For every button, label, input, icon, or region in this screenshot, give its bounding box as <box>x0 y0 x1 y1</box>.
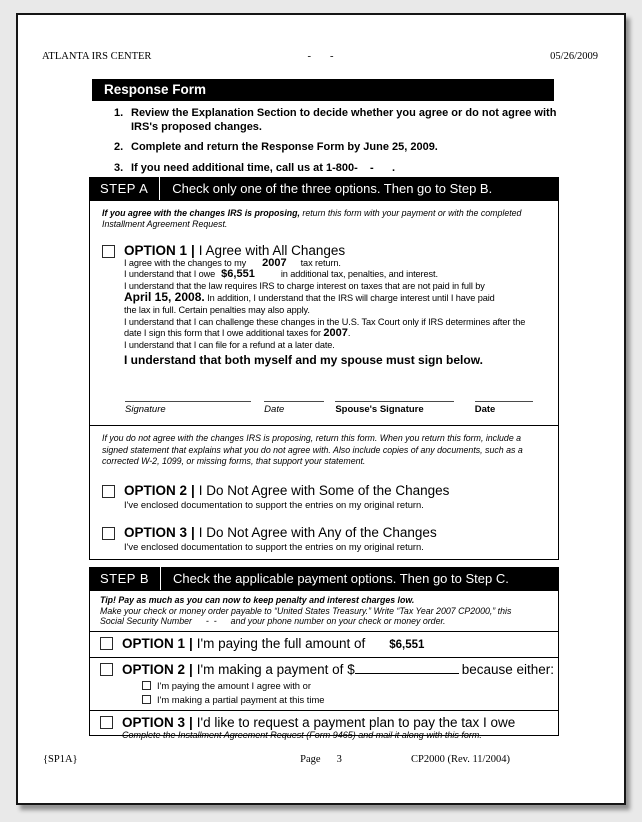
option1-line7 <box>124 328 546 340</box>
payment-option1-title: OPTION 1 <box>122 635 186 651</box>
step-b-label: STEP B <box>100 571 150 586</box>
partial-payment-label: I'm making a partial payment at this time <box>157 693 325 705</box>
footer-page <box>18 754 624 765</box>
spouse-date-field <box>475 400 533 415</box>
agree-intro-bold: If you agree with the changes IRS is proposing, <box>102 208 300 218</box>
step-a-option-3 <box>102 525 546 552</box>
response-form-title-bar <box>92 79 554 101</box>
spouse-date-label: Date <box>474 404 496 416</box>
payment-option1-text: I'm paying the full amount of <box>196 635 366 651</box>
option3-body <box>124 525 546 552</box>
option1-line4 <box>124 292 546 305</box>
page-label: Page <box>300 754 321 765</box>
option3-subtitle: I Do Not Agree with Any of the Changes <box>198 524 437 540</box>
signature-label: Signature <box>125 404 166 416</box>
payment-option3-text: I'd like to request a payment plan to pay the tax I owe <box>196 714 516 730</box>
tax-year-value: 2007 <box>262 256 287 269</box>
payment-option2-heading <box>122 661 555 677</box>
document-page <box>16 13 626 805</box>
payment-option3-heading <box>122 715 548 730</box>
notice-date: 05/26/2009 <box>550 51 598 62</box>
agree-intro-rest: return this form with your payment or with the completed Installment Agreement Request. <box>102 208 522 229</box>
instruction-text: If you need additional time, call us at 1-800- - . <box>131 161 396 174</box>
payment-option3-body <box>122 715 548 741</box>
option3-heading <box>124 525 546 540</box>
step-b-header-bar <box>89 567 559 590</box>
line7-text: date I sign this form that I owe additional taxes for <box>124 328 321 339</box>
option2-title: OPTION 2 <box>124 482 188 498</box>
option1-subtitle: I Agree with All Changes <box>198 242 346 258</box>
step-a-option-2 <box>102 483 546 510</box>
payment-option3-note: Complete the Installment Agreement Request (Form 9465) and mail it along with this form. <box>122 729 482 740</box>
pipe-separator: | <box>189 661 193 677</box>
tip-ssn-redacted: - - <box>205 616 217 627</box>
instruction-number: 1. <box>114 107 124 119</box>
date-label: Date <box>264 404 285 416</box>
step-b-option-2 <box>90 658 558 711</box>
date-field <box>264 400 324 415</box>
amount-owed-value: $6,551 <box>221 268 255 281</box>
instruction-number: 2. <box>114 141 124 153</box>
instructions-list <box>114 107 572 182</box>
document-header <box>18 51 624 65</box>
option3-note: I've enclosed documentation to support the entries on my original return. <box>124 540 424 552</box>
instruction-text: Review the Explanation Section to decide whether you agree or do not agree with IRS's proposed changes. <box>131 107 557 133</box>
payment-option2-text: I'm making a payment of $ <box>196 661 355 677</box>
payment-option2-checkbox[interactable] <box>100 663 113 676</box>
payment-option3-checkbox[interactable] <box>100 716 113 729</box>
tip-line3-tail: and your phone number on your check or money order. <box>230 616 446 627</box>
step-a-instruction: Check only one of the three options. Then go to Step B. <box>172 181 493 196</box>
option1-line5: the lax in full. Certain penalties may also apply. <box>124 304 310 315</box>
option1-body <box>124 243 546 416</box>
option1-line1 <box>124 258 546 270</box>
spouse-date-line[interactable] <box>475 400 533 402</box>
option1-line6: I understand that I can challenge these changes in the U.S. Tax Court only if IRS determines after the <box>124 316 526 327</box>
signature-field <box>125 400 251 415</box>
payment-option1-checkbox[interactable] <box>100 637 113 650</box>
irs-center-label: ATLANTA IRS CENTER <box>42 51 152 62</box>
payment-option2-subchoices <box>142 680 548 705</box>
option1-heading <box>124 243 546 258</box>
footer-form-number: CP2000 (Rev. 11/2004) <box>411 754 510 765</box>
tax-year-value-2: 2007 <box>323 327 348 340</box>
section-divider <box>90 425 558 426</box>
due-date-value: April 15, 2008. <box>124 290 205 305</box>
option1-title: OPTION 1 <box>124 242 188 258</box>
step-a-box <box>89 200 559 560</box>
line7-period: . <box>347 328 351 339</box>
option3-checkbox[interactable] <box>102 527 115 540</box>
tip-line-3 <box>100 616 548 627</box>
step-b-box <box>89 590 559 740</box>
pipe-separator: | <box>191 242 195 258</box>
page-title: Response Form <box>104 82 207 97</box>
tip-bold-line: Tip! Pay as much as you can now to keep penalty and interest charges low. <box>100 595 415 605</box>
pipe-separator: | <box>191 524 195 540</box>
payment-option3-title: OPTION 3 <box>122 714 186 730</box>
payment-option2-title: OPTION 2 <box>122 661 186 677</box>
payment-option2-tail: because either: <box>461 661 555 677</box>
option1-line8: I understand that I can file for a refund at a later date. <box>124 339 335 350</box>
pipe-separator: | <box>191 482 195 498</box>
page-number: 3 <box>336 754 342 765</box>
ssn-redacted: - - <box>307 51 335 62</box>
option2-note: I've enclosed documentation to support the entries on my original return. <box>124 498 424 510</box>
signature-row <box>125 400 546 415</box>
subchoice-partial-payment <box>142 694 548 705</box>
step-a-option-1 <box>102 243 546 416</box>
instruction-text: Complete and return the Response Form by June 25, 2009. <box>131 141 438 153</box>
agree-amount-label: I'm paying the amount I agree with or <box>157 679 311 691</box>
partial-payment-checkbox[interactable] <box>142 695 151 704</box>
option1-checkbox[interactable] <box>102 245 115 258</box>
agree-intro-note <box>102 208 550 230</box>
instruction-item-1 <box>114 107 572 134</box>
disagree-note: If you do not agree with the changes IRS is proposing, return this form. When you return this form, include a signed statement that explains what you do not agree with. Also include copies of any documents, such as a corrected W-2, 1099, or missing forms, that support your statement. <box>102 433 523 466</box>
option2-checkbox[interactable] <box>102 485 115 498</box>
option2-heading <box>124 483 546 498</box>
payment-tip <box>90 591 558 632</box>
line4-tail: In addition, I understand that the IRS will charge interest until I have paid <box>207 293 495 304</box>
step-b-instruction: Check the applicable payment options. Then go to Step C. <box>173 571 509 586</box>
tip-line-2: Make your check or money order payable to “United States Treasury.” Write “Tax Year 2007 CP2000,” this <box>100 605 512 616</box>
option3-title: OPTION 3 <box>124 524 188 540</box>
line2-tail: in additional tax, penalties, and interest. <box>280 269 438 280</box>
pipe-separator: | <box>189 714 193 730</box>
option2-body <box>124 483 546 510</box>
tip-ssn-label: Social Security Number <box>100 616 192 627</box>
payment-amount-blank[interactable] <box>355 662 459 674</box>
instruction-item-3 <box>114 162 572 176</box>
instruction-item-2 <box>114 141 572 155</box>
step-a-label: STEP A <box>100 181 149 196</box>
line2-text: I understand that I owe <box>124 269 216 280</box>
date-line[interactable] <box>264 400 324 402</box>
instruction-number: 3. <box>114 161 124 174</box>
spouse-signature-field <box>335 400 453 415</box>
option1-line3: I understand that the law requires IRS to charge interest on taxes that are not paid in full by <box>124 280 485 291</box>
footer-code: {SP1A} <box>43 754 78 765</box>
option1-line2 <box>124 269 546 281</box>
pipe-separator: | <box>189 635 193 651</box>
payment-option1-heading <box>122 636 424 653</box>
spouse-sign-notice: I understand that both myself and my spouse must sign below. <box>124 353 483 368</box>
spouse-signature-label: Spouse's Signature <box>335 404 424 416</box>
step-a-header-bar <box>89 177 559 200</box>
signature-line[interactable] <box>125 400 251 402</box>
line1-tail: tax return. <box>300 257 341 268</box>
step-b-option-1 <box>90 632 558 658</box>
spouse-signature-line[interactable] <box>335 400 453 402</box>
step-b-option-3 <box>90 711 558 745</box>
line1-text: I agree with the changes to my <box>124 257 247 268</box>
option2-subtitle: I Do Not Agree with Some of the Changes <box>198 482 450 498</box>
subchoice-agree-amount <box>142 680 548 691</box>
document-footer <box>18 754 624 768</box>
agree-amount-checkbox[interactable] <box>142 681 151 690</box>
payment-option2-body <box>122 661 555 706</box>
full-amount-value: $6,551 <box>389 638 425 651</box>
